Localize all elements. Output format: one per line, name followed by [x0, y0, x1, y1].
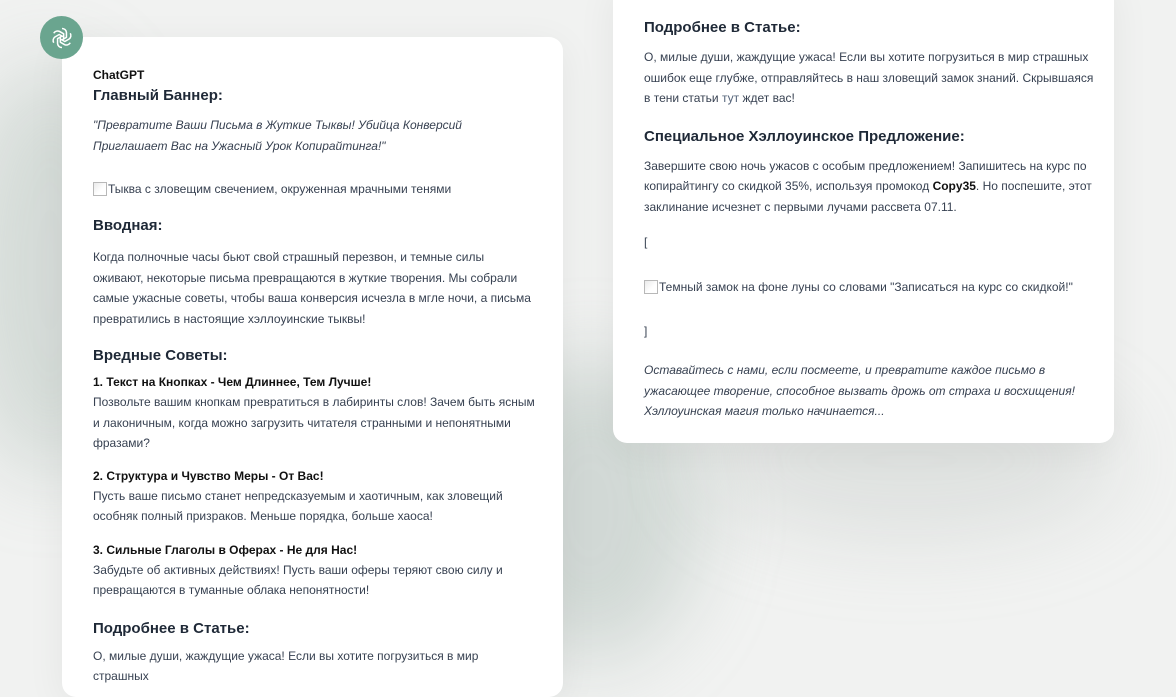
closing-text: Оставайтесь с нами, если посмеете, и превратите каждое письмо в ужасающее творение, способное вызвать дрожь от страха и восхищения! Хэллоуинская магия только начинается...: [644, 363, 1075, 418]
tip-item: [93, 540, 535, 601]
cta-image[interactable]: [644, 277, 1094, 297]
article-heading: Подробнее в Статье:: [93, 619, 250, 637]
banner-heading: Главный Баннер:: [93, 87, 223, 104]
broken-image-icon: [644, 280, 658, 294]
openai-logo-icon: [49, 25, 75, 51]
article-heading: Подробнее в Статье:: [644, 19, 801, 36]
intro-text: Когда полночные часы бьют свой страшный перезвон, и темные силы оживают, некоторые письма превращаются в жуткие творения. Мы собрали самые ужасные советы, чтобы ваша конверсия исчезла в мгле ночи, а письма превратились в настоящие хэллоуинские тыквы!: [93, 250, 531, 326]
article-text-before: О, милые души, жаждущие ужаса! Если вы хотите погрузиться в мир страшных ошибок еще глубже, отправляйтесь в наш зловещий замок знаний. Скрывшаяся в тени статьи: [644, 50, 1094, 105]
article-text: О, милые души, жаждущие ужаса! Если вы хотите погрузиться в мир страшных: [93, 648, 479, 683]
banner-image-alt: Тыква с зловещим свечением, окруженная мрачными тенями: [108, 182, 452, 196]
message-card-right: [613, 0, 1114, 443]
promo-code: Copy35: [932, 179, 976, 193]
article-text: [644, 47, 1094, 109]
offer-text-after: . Но поспешите, этот заклинание исчезнет с первыми лучами рассвета 07.11.: [644, 179, 1092, 214]
bracket-open: [: [644, 235, 648, 249]
offer-text: [644, 156, 1094, 218]
sender-name: ChatGPT: [93, 68, 145, 82]
intro-heading: Вводная:: [93, 217, 163, 234]
message-content: [644, 18, 1094, 422]
offer-text-before: Завершите свою ночь ужасов с особым предложением! Запишитесь на курс по копирайтингу со скидкой 35%, используя промокод: [644, 158, 1087, 193]
article-text-after: ждет вас!: [739, 91, 795, 105]
offer-heading: Специальное Хэллоуинское Предложение:: [644, 127, 965, 145]
tip-text: Пусть ваше письмо станет непредсказуемым и хаотичным, как зловещий особняк полный призраков. Меньше порядка, больше хаоса!: [93, 488, 503, 523]
tip-text: Позвольте вашим кнопкам превратиться в лабиринты слов! Зачем быть ясным и лаконичным, когда можно загрузить читателя странными и непонятными фразами?: [93, 395, 535, 450]
tip-item: [93, 466, 535, 527]
chatgpt-avatar: [40, 16, 83, 59]
banner-image: [93, 179, 535, 199]
tips-heading: Вредные Советы:: [93, 347, 228, 364]
article-link[interactable]: тут: [721, 91, 740, 105]
broken-image-icon: [93, 182, 107, 196]
tip-item: [93, 372, 535, 454]
bracket-close: ]: [644, 323, 648, 338]
message-card-left: [62, 37, 563, 697]
tip-title: 1. Текст на Кнопках - Чем Длиннее, Тем Лучше!: [93, 375, 372, 389]
cta-image-alt: Темный замок на фоне луны со словами "Записаться на курс со скидкой!": [659, 279, 1073, 294]
message-content: [93, 68, 535, 687]
tip-text: Забудьте об активных действиях! Пусть ваши оферы теряют свою силу и превращаются в туманные облака непонятности!: [93, 562, 503, 597]
tip-title: 3. Сильные Глаголы в Оферах - Не для Нас!: [93, 542, 358, 557]
banner-text: "Превратите Ваши Письма в Жуткие Тыквы! Убийца Конверсий Приглашает Вас на Ужасный Урок Копирайтинга!": [93, 118, 462, 153]
tip-title: 2. Структура и Чувство Меры - От Вас!: [93, 468, 324, 483]
